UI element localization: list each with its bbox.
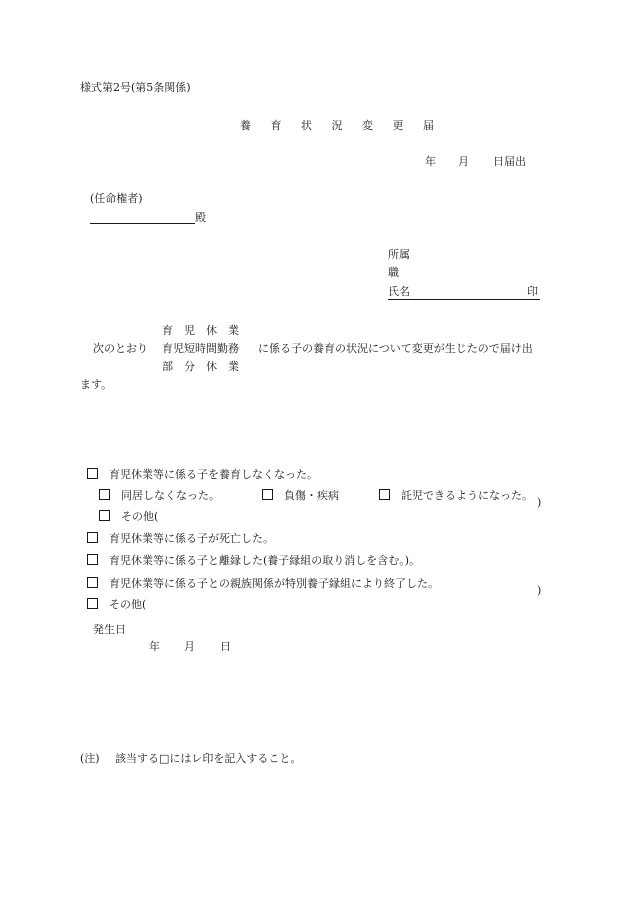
option-short-hours: 育児短時間勤務 [162, 342, 239, 355]
appointer-name-line[interactable] [90, 223, 195, 224]
affiliation-label: 所属 [388, 248, 410, 261]
intro-continuation: ます。 [80, 378, 113, 391]
check-item-special-adoption[interactable]: 育児休業等に係る子との親族関係が特別養子縁組により終了した。 [80, 563, 439, 591]
date-day-label: 日届出 [493, 155, 526, 168]
appointer-label: (任命権者) [90, 192, 143, 205]
other-close-paren: ) [537, 584, 542, 597]
occurrence-day: 日 [220, 640, 231, 653]
check-item-no-longer-raising[interactable]: 育児休業等に係る子を養育しなくなった。 [80, 454, 318, 482]
check-sub-childcare-available[interactable]: 託児できるようになった。 [372, 475, 533, 503]
option-childcare-leave: 育 児 休 業 [162, 324, 239, 337]
note-prefix: (注) [80, 752, 100, 765]
check-item-adoption-dissolved[interactable]: 育児休業等に係る子と離縁した(養子縁組の取り消しを含む。)。 [80, 540, 420, 568]
name-label: 氏名 [388, 285, 410, 298]
occurrence-label: 発生日 [93, 623, 126, 636]
position-label: 職 [388, 266, 399, 279]
intro-body: に係る子の養育の状況について変更が生じたので届け出 [258, 342, 533, 355]
form-number: 様式第2号(第5条関係) [80, 81, 191, 94]
seal-label: 印 [527, 285, 538, 298]
note-text: 該当する□にはレ印を記入すること。 [115, 752, 302, 765]
date-year-label: 年 [425, 155, 436, 168]
checkbox[interactable] [379, 489, 390, 500]
check-item-other[interactable]: その他( [80, 584, 146, 612]
check-sub-injury-illness[interactable]: 負傷・疾病 [255, 475, 339, 503]
form-title: 養 育 状 況 変 更 届 [240, 119, 442, 132]
check-sub-other[interactable]: その他( [92, 496, 158, 524]
checkbox[interactable] [262, 489, 273, 500]
sub-other-close-paren: ) [537, 496, 542, 509]
occurrence-month: 月 [184, 640, 195, 653]
date-month-label: 月 [458, 155, 469, 168]
checkbox[interactable] [87, 598, 98, 609]
name-line[interactable] [388, 299, 540, 300]
intro-prefix: 次のとおり [93, 342, 148, 355]
appointer-suffix: 殿 [195, 211, 206, 224]
occurrence-year: 年 [149, 640, 160, 653]
check-item-child-deceased[interactable]: 育児休業等に係る子が死亡した。 [80, 518, 274, 546]
option-partial-leave: 部 分 休 業 [162, 360, 239, 373]
check-sub-no-longer-cohabiting[interactable]: 同居しなくなった。 [92, 475, 220, 503]
